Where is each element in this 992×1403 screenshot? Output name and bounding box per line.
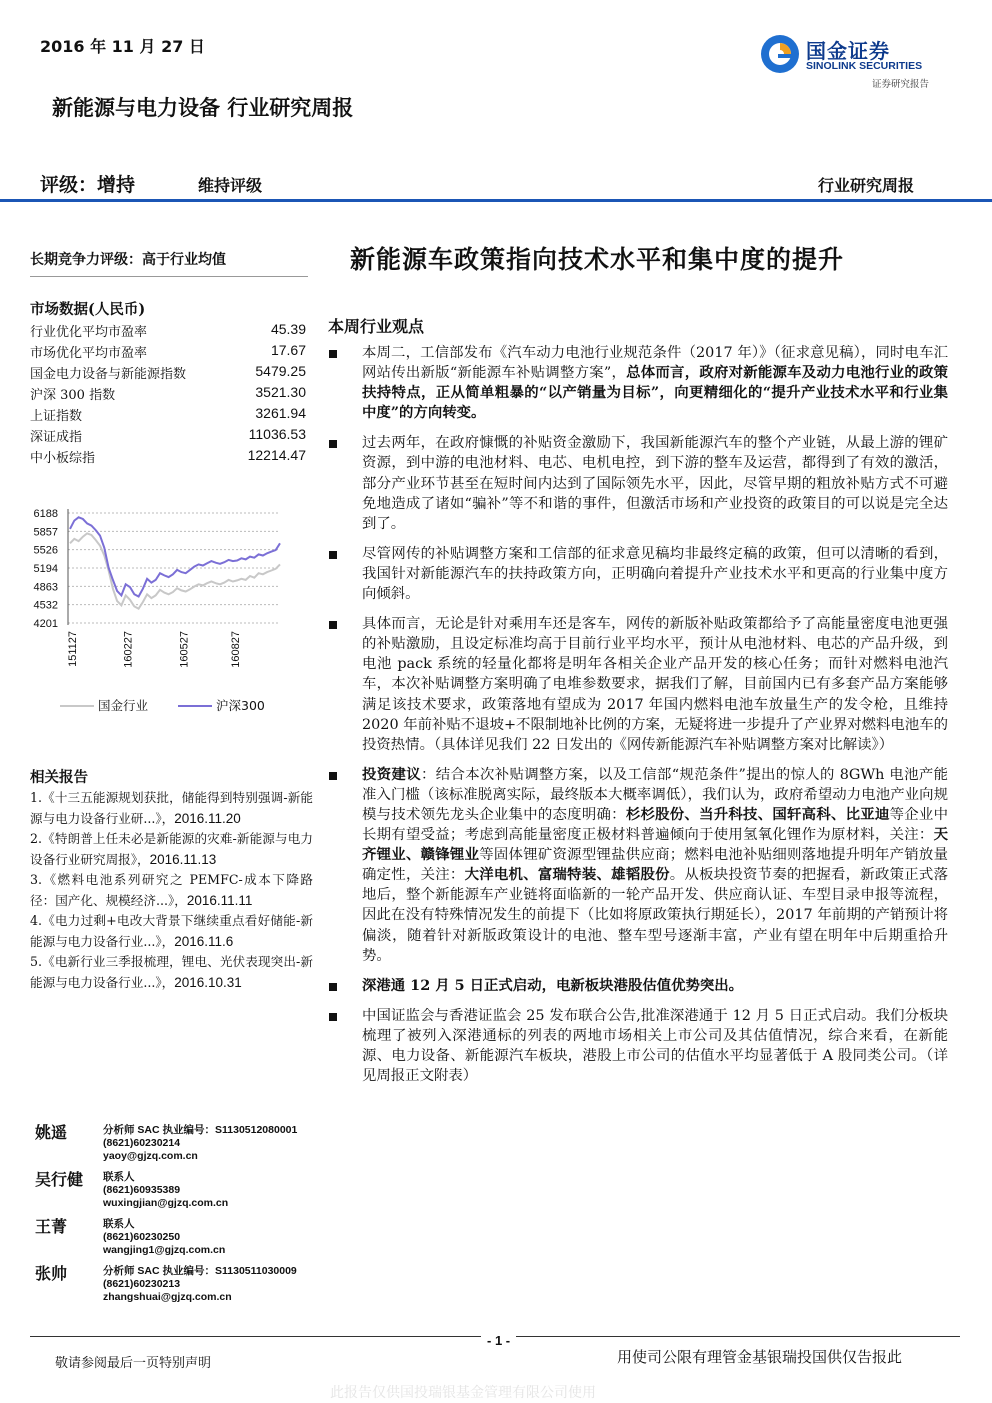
analyst-name: 姚遥 (35, 1123, 68, 1142)
market-data-row (30, 384, 306, 405)
report-series-title: 新能源与电力设备 行业研究周报 (52, 95, 354, 120)
report-date: 2016 年 11 月 27 日 (40, 37, 205, 56)
bullet-square-icon (329, 350, 337, 358)
x-tick-label: 151127 (67, 631, 79, 667)
market-data-label: 市场优化平均市盈率 (30, 346, 148, 361)
related-report-text: 2.《特朗普上任未必是新能源的灾难-新能源与电力设备行业研究周报》， (30, 831, 313, 867)
logo-subtitle: 证券研究报告 (872, 79, 930, 90)
related-report-date: 2016.11.13 (149, 851, 217, 867)
paragraph-emphasis: 总体而言，政府对新能源车及动力电池行业的政策扶持特点，正从简单粗暴的“以产销量为目标”，向更精细化的“提升产业技术水平和行业集中度”的方向转变。 (362, 364, 948, 422)
market-data-label: 上证指数 (30, 409, 83, 424)
y-tick-label: 4532 (33, 599, 58, 612)
y-tick-label: 6188 (33, 508, 58, 520)
paragraph-emphasis: 大洋电机、富瑞特装、雄韬股份 (464, 866, 670, 884)
rating-bar (0, 170, 992, 200)
analyst-phone: (8621)60230250 (103, 1231, 181, 1243)
related-report-item[interactable] (30, 870, 313, 911)
analyst-phone: (8621)60230214 (103, 1137, 181, 1149)
x-tick-label: 160227 (122, 631, 135, 668)
legend-label: 沪深300 (216, 698, 265, 713)
related-report-text: 3.《燃料电池系列研究之 PEMFC-成本下降路径：国产化、规模经济...》， (30, 872, 313, 908)
rating-label: 评级：增持 (40, 174, 136, 196)
sidebar-divider (30, 276, 308, 277)
paragraph-text: 尽管网传的补贴调整方案和工信部的征求意见稿均非最终定稿的政策，但可以清晰的看到，我国针对新能源汽车的扶持政策方向，正明确向着提升产业技术水平和更高的行业集中度方向倾斜。 (362, 545, 948, 603)
market-data-label: 中小板综指 (30, 451, 96, 466)
market-data-value: 3521.30 (255, 384, 306, 400)
analyst-email[interactable]: zhangshuai@gjzq.com.cn (103, 1291, 232, 1303)
paragraph-text: 本周二，工信部发布《汽车动力电池行业规范条件（2017 年）》（征求意见稿），同时电车汇网站传出新版“新能源车补贴调整方案”， (362, 345, 948, 382)
related-report-date: 2016.11.11 (186, 892, 253, 908)
analyst-info (103, 1265, 297, 1304)
market-data-value: 11036.53 (248, 426, 306, 442)
analyst-info (103, 1124, 297, 1163)
analyst-title: 分析师 SAC 执业编号：S1130512080001 (103, 1124, 298, 1136)
paragraph-emphasis: 深港通 12 月 5 日正式启动，电新板块港股估值优势突出。 (362, 976, 744, 994)
related-reports-list (30, 788, 313, 993)
market-data-row (30, 426, 306, 447)
analyst-phone: (8621)60935389 (103, 1184, 181, 1196)
related-report-item[interactable] (30, 788, 313, 829)
long-term-rating: 长期竞争力评级：高于行业均值 (30, 252, 226, 268)
paragraph-emphasis: 投资建议 (362, 765, 422, 783)
market-data-value: 5479.25 (255, 363, 306, 379)
analyst-info (103, 1171, 228, 1210)
paragraph-investment-advice (328, 765, 948, 966)
paragraph (328, 614, 948, 755)
bullet-square-icon (329, 551, 337, 559)
page-number: - 1 - (481, 1333, 516, 1348)
bullet-square-icon (329, 1013, 337, 1021)
market-data-label: 国金电力设备与新能源指数 (30, 367, 187, 382)
market-data-label: 深证成指 (30, 430, 83, 445)
market-data-value: 12214.47 (247, 447, 306, 463)
report-type: 行业研究周报 (818, 176, 915, 195)
usage-note: 用使司公限有理管金基银瑞投国供仅告报此 (617, 1348, 903, 1366)
related-reports-title: 相关报告 (30, 769, 88, 786)
related-report-item[interactable] (30, 829, 313, 870)
market-data-table (30, 321, 306, 468)
market-data-row (30, 405, 306, 426)
related-report-date: 2016.11.6 (174, 933, 234, 949)
rating-maintain: 维持评级 (198, 176, 263, 195)
market-data-title: 市场数据(人民币) (30, 301, 146, 318)
analyst-name: 张帅 (35, 1264, 68, 1283)
analyst-phone: (8621)60230213 (103, 1278, 181, 1290)
market-data-row (30, 321, 306, 342)
main-body (328, 343, 948, 1096)
paragraph-text: 具体而言，无论是针对乘用车还是客车，网传的新版补贴政策都给予了高能量密度电池更强的补贴激励，且设定标准均高于目前行业平均水平，预计从电池材料、电芯的产品升级，到电池 pack 系统的轻量化都将是明年各相关企业产品开发的核心任务；而针对燃料电池汽车，本次补贴调整方案明确了电堆参数要求，据我们了解，目前国内已有多套产品方案能够满足该技术要求，政策落地有望成为 2017 年国内燃料电池车放量生产的发令枪，且维持 2020 年前补贴不退坡+不限制地补比例的方案，无疑将进一步提升了产业界对燃料电池车的投资热情。（具体详见我们 22 日发出的《网传新能源汽车补贴调整方案对比解读》） (362, 616, 948, 753)
related-report-text: 4.《电力过剩+电改大背景下继续重点看好储能-新能源与电力设备行业...》， (30, 913, 313, 949)
analyst-email[interactable]: wuxingjian@gjzq.com.cn (103, 1197, 229, 1209)
y-tick-label: 5857 (33, 526, 58, 539)
index-line-chart (28, 500, 308, 725)
analyst-email[interactable]: yaoy@gjzq.com.cn (103, 1150, 198, 1162)
paragraph (328, 544, 948, 604)
analyst-info (103, 1218, 225, 1257)
logo-english: SINOLINK SECURITIES (806, 60, 923, 72)
paragraph (328, 433, 948, 533)
market-data-value: 17.67 (270, 342, 306, 358)
logo-name: 国金证券 (806, 39, 890, 63)
market-data-row (30, 363, 306, 384)
paragraph (328, 343, 948, 423)
section-title: 本周行业观点 (328, 317, 425, 336)
paragraph-text: 中国证监会与香港证监会 25 发布联合公告,批准深港通于 12 月 5 日正式启动。我们分板块梳理了被列入深港通标的列表的两地市场相关上市公司及其估值情况，综合来看，在新能源、电力设备、新能源汽车板块，港股上市公司的估值水平均显著低于 A 股同类公司。（详见周报正文附表） (362, 1007, 948, 1085)
paragraph-text: 过去两年，在政府慷慨的补贴资金激励下，我国新能源汽车的整个产业链，从最上游的锂矿资源，到中游的电池材料、电芯、电机电控，到下游的整车及运营，都得到了有效的激活，部分产业环节甚至在短时间内达到了国际领先水平，因此，尽管早期的粗放补贴方式不可避免地造成了诸如“骗补”等不和谐的事件，但激活市场和产业投资的政策目的可以说是完全达到了。 (362, 435, 948, 532)
related-report-text: 5.《电新行业三季报梳理，锂电、光伏表现突出-新能源与电力设备行业...》， (30, 954, 313, 990)
bullet-square-icon (329, 440, 337, 448)
bullet-square-icon (329, 983, 337, 991)
market-data-value: 3261.94 (255, 405, 306, 421)
related-report-date: 2016.11.20 (174, 810, 241, 826)
analyst-name: 吴行健 (35, 1170, 84, 1189)
analyst-title: 分析师 SAC 执业编号：S1130511030009 (103, 1265, 297, 1277)
market-data-row (30, 342, 306, 363)
analyst-name: 王菁 (35, 1217, 68, 1236)
y-tick-label: 4201 (33, 618, 58, 630)
x-tick-label: 160827 (229, 631, 242, 668)
paragraph-text: 等企业中长期有望受益；考虑到高能量密度正极材料普遍倾向于使用氢氧化锂作为原材料，关注： (362, 806, 948, 844)
disclaimer-note: 敬请参阅最后一页特别声明 (55, 1356, 212, 1371)
bullet-square-icon (329, 621, 337, 629)
watermark: 此报告仅供国投瑞银基金管理有限公司使用 (330, 1385, 596, 1401)
related-report-item[interactable] (30, 911, 313, 952)
related-report-date: 2016.10.31 (174, 974, 242, 990)
market-data-label: 沪深 300 指数 (30, 388, 116, 403)
bullet-square-icon (329, 772, 337, 780)
paragraph-text: 等固体锂矿资源型锂盐供应商；燃料电池补贴细则落地提升明年产销放量确定性，关注： (362, 847, 948, 884)
market-data-label: 行业优化平均市盈率 (30, 325, 148, 340)
related-report-text: 1.《十三五能源规划获批，储能得到特别强调-新能源与电力设备行业研...》， (30, 790, 313, 826)
y-tick-label: 5526 (33, 544, 58, 557)
paragraph-text: ：结合本次补贴调整方案，以及工信部“规范条件”提出的惊人的 8GWh 电池产能准入门槛（该标准脱离实际，最终版本大概率调低），我们认为，政府希望动力电池产业向规模与技术领先龙头企业集中的态度明确： (362, 766, 948, 823)
paragraph (328, 1006, 948, 1086)
analyst-title: 联系人 (103, 1171, 135, 1183)
market-data-value: 45.39 (270, 321, 306, 337)
analyst-title: 联系人 (103, 1218, 135, 1230)
series-line-沪深300 (70, 517, 280, 596)
market-data-row (30, 447, 306, 468)
related-report-item[interactable] (30, 952, 313, 993)
analyst-email[interactable]: wangjing1@gjzq.com.cn (103, 1244, 226, 1256)
main-title: 新能源车政策指向技术水平和集中度的提升 (350, 245, 845, 274)
y-tick-label: 4863 (33, 581, 58, 594)
x-tick-label: 160527 (178, 631, 191, 668)
paragraph-text: 。从板块投资节奏的把握看，新政策正式落地后，整个新能源车产业链将面临新的一轮产品开发、供应商认证、车型目录申报等流程，因此在没有特殊情况发生的前提下（比如将原政策执行期延长），2017 年前期的产销预计将偏淡，随着针对新版政策设计的电池、整车型号逐渐丰富，产业有望在明年中后期重拾升势。 (362, 867, 948, 964)
legend-label: 国金行业 (98, 698, 149, 713)
header-divider (0, 199, 992, 202)
paragraph-heading (328, 976, 948, 996)
paragraph-emphasis: 天齐锂业、赣锋锂业 (362, 826, 948, 864)
paragraph-emphasis: 杉杉股份、当升科技、国轩高科、比亚迪 (625, 805, 890, 823)
y-tick-label: 5194 (33, 563, 58, 576)
